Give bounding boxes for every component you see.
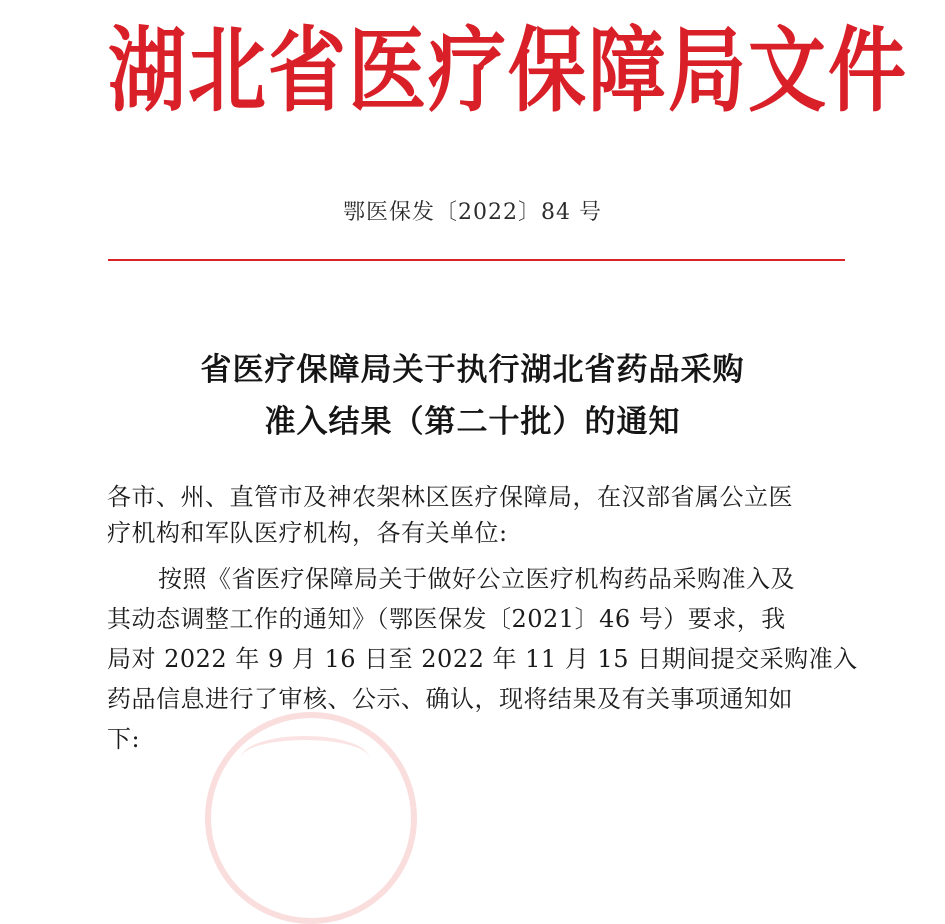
body-line-6: 药品信息进行了审核、公示、确认，现将结果及有关事项通知如 — [107, 685, 793, 713]
body-line-4: 其动态调整工作的通知》（鄂医保发〔2021〕46 号）要求，我 — [107, 605, 786, 633]
masthead: 湖北省医疗保障局文件 — [108, 17, 909, 126]
notice-title-line-2: 准入结果（第二十批）的通知 — [264, 404, 681, 440]
official-stamp — [205, 712, 417, 924]
notice-title-line-1: 省医疗保障局关于执行湖北省药品采购 — [200, 352, 745, 388]
body-line-7: 下: — [107, 725, 141, 753]
document-number: 鄂医保发〔2022〕84 号 — [343, 200, 602, 225]
body-line-3: 按照《省医疗保障局关于做好公立医疗机构药品采购准入及 — [158, 565, 795, 593]
body-line-2: 疗机构和军队医疗机构，各有关单位: — [107, 519, 508, 547]
body-line-1: 各市、州、直管市及神农架林区医疗保障局，在汉部省属公立医 — [107, 483, 793, 511]
body-line-5: 局对 2022 年 9 月 16 日至 2022 年 11 月 15 日期间提交采购准入 — [107, 645, 858, 673]
red-divider — [108, 259, 845, 261]
